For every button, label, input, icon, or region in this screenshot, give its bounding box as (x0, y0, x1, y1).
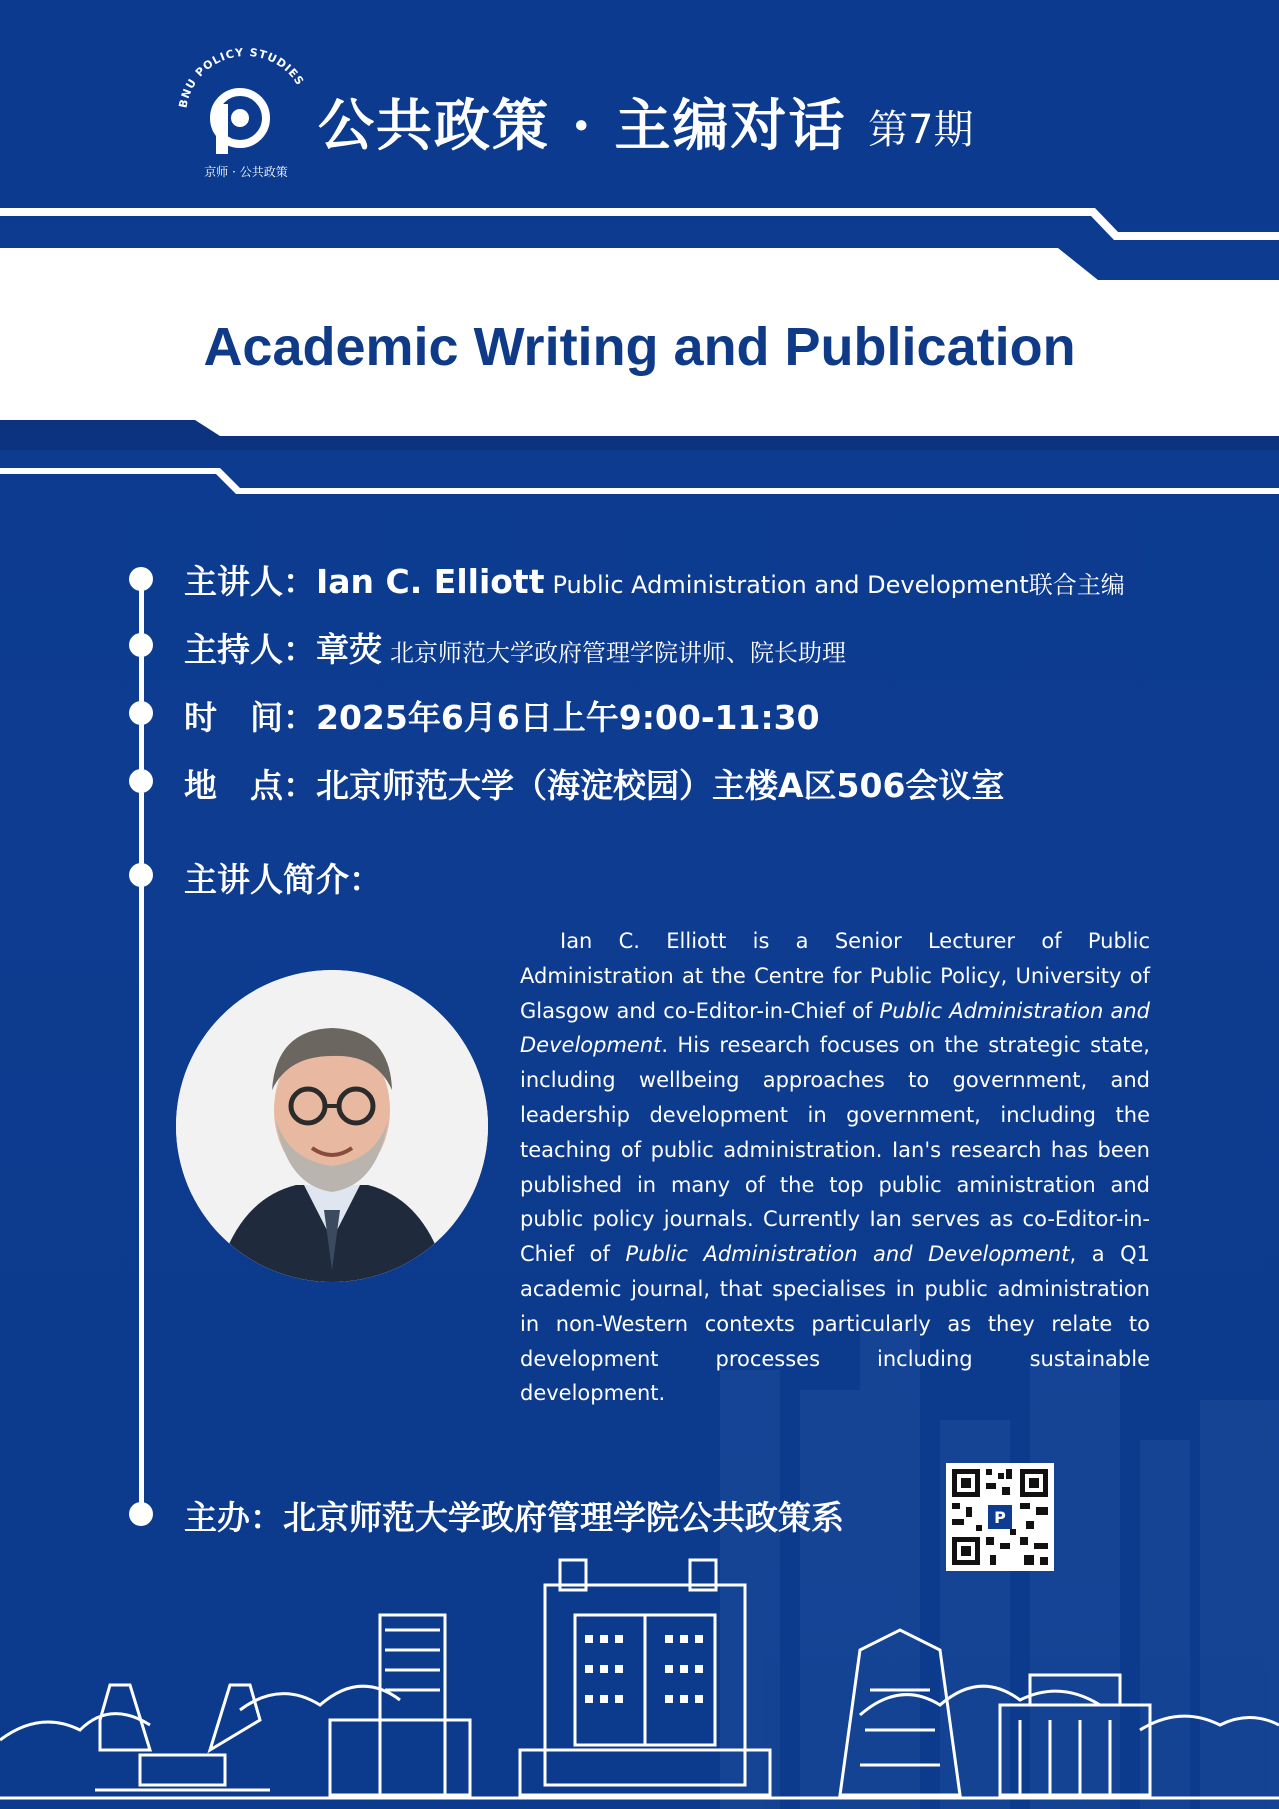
host-row (184, 624, 846, 671)
organizer-row (184, 1492, 844, 1539)
timeline-dot (129, 863, 153, 887)
bnu-policy-logo (176, 44, 316, 184)
time-value: 2025年6月6日上午9:00-11:30 (316, 698, 820, 737)
host-role: 北京师范大学政府管理学院讲师、院长助理 (390, 639, 846, 667)
host-label: 主持人： (184, 630, 316, 669)
bio-heading-row (184, 854, 382, 901)
issue-number: 第7期 (868, 107, 974, 153)
time-label: 时 间： (184, 698, 316, 737)
speaker-role: Public Administration and Development联合主编 (552, 571, 1125, 599)
host-name: 章荧 (316, 630, 382, 669)
speaker-portrait-illustration (176, 970, 488, 1282)
campus-skyline (0, 1540, 1279, 1809)
svg-text:BNU POLICY STUDIES (176, 46, 306, 109)
svg-text:P: P (994, 1508, 1006, 1527)
speaker-row (184, 556, 1125, 603)
timeline-dot (129, 1502, 153, 1526)
speaker-name: Ian C. Elliott (316, 562, 545, 601)
logo-sub-text: 京师 · 公共政策 (204, 165, 288, 179)
bio-part-3: , a Q1 academic journal, that specialises in public administration in non-Western contexts particularly as they relate to development processes including sustainable development. (520, 1242, 1150, 1406)
logo-arc-text: BNU POLICY STUDIES (176, 45, 307, 110)
bio-part-2: . His research focuses on the strategic state, including wellbeing approaches to government, and leadership development in government, including the teaching of public administration. Ian's research has been published in many of the top public aministration and public policy journals. Currently Ian serves as co-Editor-in-Chief of (520, 1033, 1150, 1267)
event-title: Academic Writing and Publication (203, 317, 1076, 377)
place-label: 地 点： (184, 766, 316, 805)
series-title: 公共政策 · 主编对话 (318, 93, 847, 159)
bio-part-1: Ian C. Elliott is a Senior Lecturer of Public Administration at the Centre for Public Policy, University of Glasgow and co-Editor-in-Chief of (520, 929, 1150, 1023)
organizer-value: 北京师范大学政府管理学院公共政策系 (283, 1498, 844, 1537)
organizer-label: 主办： (184, 1498, 283, 1537)
timeline-dot (129, 633, 153, 657)
speaker-photo (176, 970, 488, 1282)
bio-heading: 主讲人简介： (184, 860, 382, 899)
time-row (184, 692, 820, 739)
timeline-dot (129, 769, 153, 793)
place-value: 北京师范大学（海淀校园）主楼A区506会议室 (316, 766, 1005, 805)
bio-journal-1: Public Administration and Development (520, 998, 1150, 1058)
timeline-dot (129, 567, 153, 591)
speaker-bio (520, 924, 1150, 1411)
timeline-dot (129, 701, 153, 725)
bio-journal-2: Public Administration and Development (625, 1242, 1070, 1267)
speaker-label: 主讲人： (184, 562, 316, 601)
place-row (184, 760, 1004, 807)
